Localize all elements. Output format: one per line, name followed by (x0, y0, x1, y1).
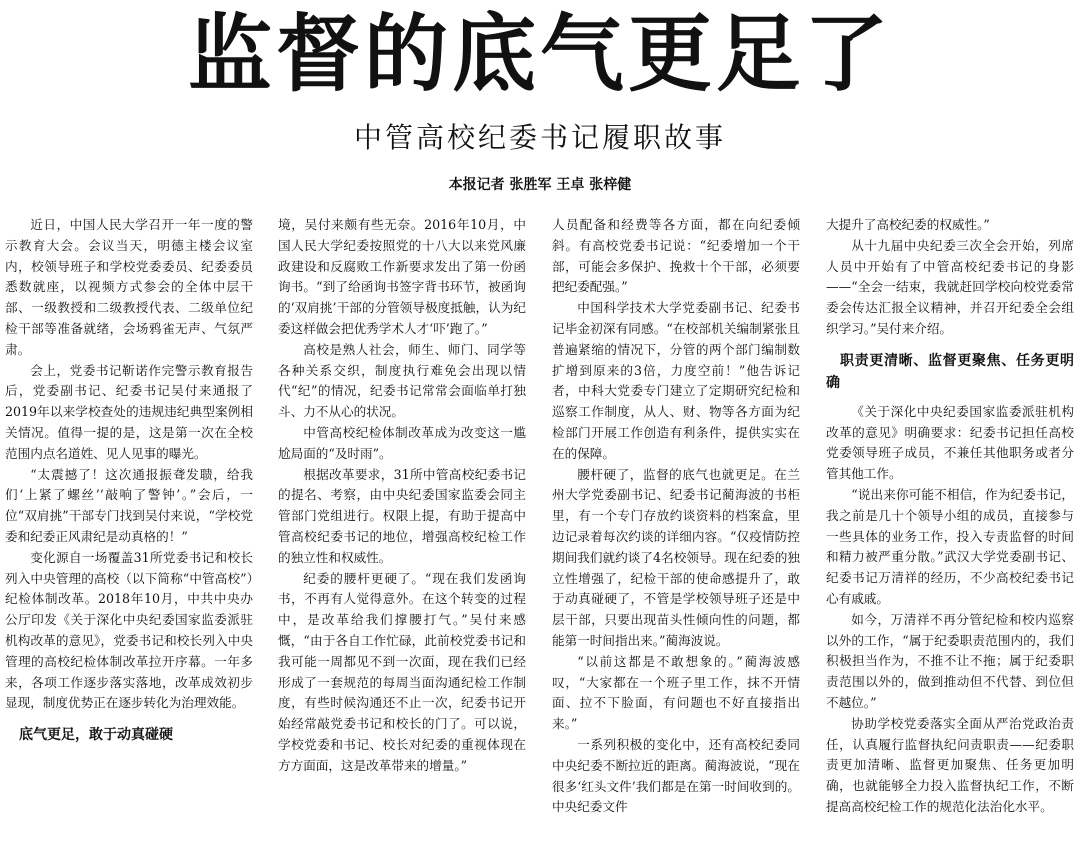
article-paragraph: 中国科学技术大学党委副书记、纪委书记毕金初深有同感。“在校部机关编制紧张且普遍紧缩的情况下，分管的两个部门编制数扩增到原来的3倍，力度空前！”他告诉记者，中科大党委专门建立了定期研究纪检和巡察工作制度，从人、财、物等各方面为纪检部门开展工作创造有利条件，提供实实在在的保障。 (552, 300, 800, 461)
article-paragraph: 会上，党委书记靳诺作完警示教育报告后，党委副书记、纪委书记吴付来通报了2019年以来学校查处的违规违纪典型案例相关情况。值得一提的是，这是第一次在全校范围内点名道姓、见人见事的曝光。 (5, 362, 253, 461)
article-paragraph: 近日，中国人民大学召开一年一度的警示教育大会。会议当天，明德主楼会议室内，校领导班子和学校党委委员、纪委委员悉数就座，以视频方式参会的全体中层干部、一级教授和二级教授代表、二级单位纪检干部等准备就绪，会场鸦雀无声、气氛严肃。 (5, 217, 253, 357)
article-paragraph: “说出来你可能不相信，作为纪委书记，我之前是几十个领导小组的成员，直接参与一些具体的业务工作，投入专责监督的时间和精力被严重分散。”武汉大学党委副书记、纪委书记万清祥的经历，不少高校纪委书记心有戚戚。 (826, 486, 1074, 606)
article-paragraph: 如今，万清祥不再分管纪检和校内巡察以外的工作，“属于纪委职责范围内的，我们积极担当作为，不推不让不拖；属于纪委职责范围以外的，做到推动但不代替、到位但不越位。” (826, 611, 1074, 710)
byline: 本报记者 张胜军 王卓 张梓健 (448, 177, 632, 193)
article-paragraph: 境，吴付来颇有些无奈。2016年10月，中国人民大学纪委按照党的十八大以来党风廉政建设和反腐败工作新要求发出了第一份函询书。“到了给函询书签字背书环节，被函询的‘双肩挑’干部的分管领导极度抵触，认为纪委这样做会把优秀学术人才‘吓’跑了。” (278, 217, 526, 336)
article-column-2 (278, 215, 526, 859)
article-column-3 (552, 215, 800, 859)
article-column-4 (826, 215, 1074, 859)
subtitle: 中管高校纪委书记履职故事 (353, 121, 726, 154)
article-paragraph: 大提升了高校纪委的权威性。” (826, 217, 990, 232)
section-heading: 底气更足，敢于动真碰硬 (19, 727, 173, 744)
article-paragraph: 一系列积极的变化中，还有高校纪委同中央纪委不断拉近的距离。蔺海波说，“现在很多‘红头文件’我们都是在第一时间收到的。中央纪委文件 (552, 736, 800, 815)
article-paragraph: “以前这都是不敢想象的。”蔺海波感叹，“大家都在一个班子里工作，抹不开情面、拉不下脸面，有问题也不好直接指出来。” (552, 653, 800, 732)
article-paragraph: 纪委的腰杆更硬了。“现在我们发函询书，不再有人觉得意外。在这个转变的过程中，是改革给我们撑腰打气。”吴付来感慨，“由于各自工作忙碌，此前校党委书记和我可能一周都见不到一次面，现在我们已经形成了一套规范的每周当面沟通纪检工作制度，有些时候沟通还不止一次，纪委书记开始经常敲党委书记和校长的门了。可以说，学校党委和书记、校长对纪委的重视体现在方方面面，这是改革带来的增量。” (278, 570, 526, 773)
article-paragraph: 人员配备和经费等各方面，都在向纪委倾斜。有高校党委书记说：“纪委增加一个干部，可能会多保护、挽救十个干部，必须要把纪委配强。” (552, 217, 800, 295)
article-paragraph: 协助学校党委落实全面从严治党政治责任，认真履行监督执纪问责职责——纪委职责更加清晰、监督更加聚焦、任务更加明确，也就能够全力投入监督执纪工作，不断提高高校纪检工作的规范化法治化水平。 (826, 715, 1074, 814)
headline: 监督的底气更足了 (187, 5, 892, 103)
article-paragraph: 从十九届中央纪委三次全会开始，列席人员中开始有了中管高校纪委书记的身影——“全会一结束，我就赶回学校向校党委常委会传达汇报全议精神，并召开纪委全会组织学习。”吴付来介绍。 (826, 237, 1074, 336)
article-paragraph: 高校是熟人社会，师生、师门、同学等各种关系交织，制度执行难免会出现以情代“纪”的情况，纪委书记常常会面临单打独斗、力不从心的状况。 (278, 341, 526, 420)
article-paragraph: 中管高校纪检体制改革成为改变这一尴尬局面的“及时雨”。 (278, 424, 526, 461)
article-paragraph: 《关于深化中央纪委国家监委派驻机构改革的意见》明确要求：纪委书记担任高校党委领导班子成员，不兼任其他职务或者分管其他工作。 (826, 403, 1074, 482)
article-column-1 (5, 215, 253, 859)
article-paragraph: 变化源自一场覆盖31所党委书记和校长列入中央管理的高校（以下简称“中管高校”）纪检体制改革。2018年10月，中共中央办公厅印发《关于深化中央纪委国家监委派驻机构改革的意见》，党委书记和校长列入中央管理的高校纪检体制改革拉开序幕。一年多来，各项工作逐步落实落地，改革成效初步显现，制度优势正在逐步转化为治理效能。 (5, 549, 253, 711)
section-heading: 职责更清晰、监督更聚焦、任务更明确 (826, 352, 1074, 391)
article-paragraph: 腰杆硬了，监督的底气也就更足。在兰州大学党委副书记、纪委书记蔺海波的书柜里，有一个专门存放约谈资料的档案盒，里边记录着每次约谈的详细内容。“仅疫情防控期间我们就约谈了4名校领导。现在纪委的独立性增强了，纪检干部的使命感提升了，敢于动真碰硬了，不管是学校领导班子还是中层干部，只要出现苗头性倾向性的问题，都能第一时间指出来。”蔺海波说。 (552, 466, 800, 648)
article-paragraph: 根据改革要求，31所中管高校纪委书记的提名、考察，由中央纪委国家监委会同主管部门党组进行。权限上提，有助于提高中管高校纪委书记的地位，增强高校纪检工作的独立性和权威性。 (278, 466, 526, 565)
article-paragraph: “太震撼了！这次通报振聋发聩，给我们‘上紧了螺丝’‘敲响了警钟’。”会后，一位“双肩挑”干部专门找到吴付来说，“学校党委和纪委正风肃纪是动真格的！” (5, 466, 253, 544)
